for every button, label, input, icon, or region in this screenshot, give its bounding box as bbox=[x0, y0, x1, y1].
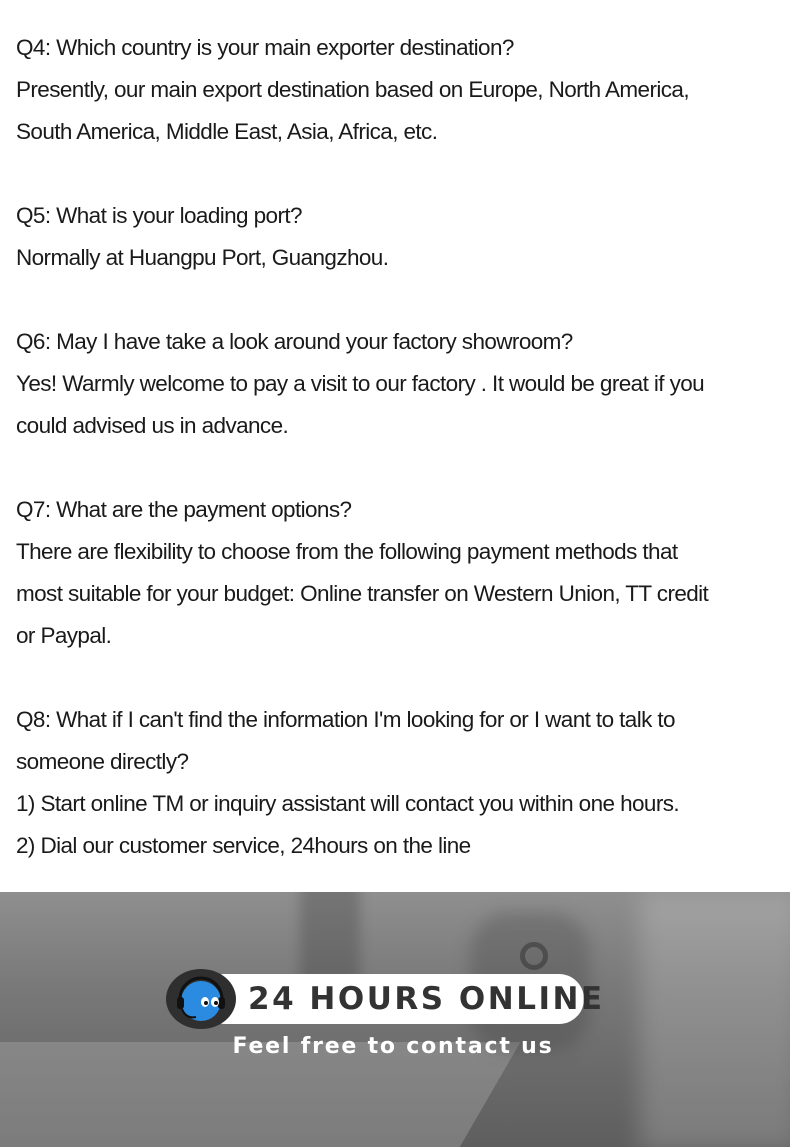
banner-subtitle: Feel free to contact us bbox=[232, 1034, 554, 1059]
background-window-light bbox=[640, 892, 790, 1147]
faq-question: Q7: What are the payment options? bbox=[16, 497, 352, 522]
background-shape bbox=[520, 942, 548, 970]
faq-question: Q8: What if I can't find the information I'm looking for or I want to talk to bbox=[16, 707, 675, 732]
spacer bbox=[16, 153, 776, 195]
faq-question: Q5: What is your loading port? bbox=[16, 203, 302, 228]
faq-answer-line: South America, Middle East, Asia, Africa, etc. bbox=[16, 119, 438, 144]
support-agent-icon bbox=[166, 969, 236, 1029]
faq-answer-line: 1) Start online TM or inquiry assistant will contact you within one hours. bbox=[16, 791, 680, 816]
faq-section bbox=[16, 27, 776, 867]
faq-answer-line: Normally at Huangpu Port, Guangzhou. bbox=[16, 245, 389, 270]
faq-answer-line: or Paypal. bbox=[16, 623, 112, 648]
spacer bbox=[16, 279, 776, 321]
faq-question: Q6: May I have take a look around your factory showroom? bbox=[16, 329, 573, 354]
spacer bbox=[16, 447, 776, 489]
faq-answer-line: most suitable for your budget: Online transfer on Western Union, TT credit bbox=[16, 581, 709, 606]
faq-answer-line: Presently, our main export destination based on Europe, North America, bbox=[16, 77, 689, 102]
contact-banner bbox=[0, 892, 790, 1147]
spacer bbox=[16, 657, 776, 699]
faq-answer-line: someone directly? bbox=[16, 749, 189, 774]
faq-answer-line: 2) Dial our customer service, 24hours on the line bbox=[16, 833, 471, 858]
faq-answer-line: could advised us in advance. bbox=[16, 413, 289, 438]
faq-answer-line: There are flexibility to choose from the following payment methods that bbox=[16, 539, 678, 564]
banner-title: 24 HOURS ONLINE bbox=[248, 981, 605, 1017]
faq-question: Q4: Which country is your main exporter destination? bbox=[16, 35, 514, 60]
faq-answer-line: Yes! Warmly welcome to pay a visit to our factory . It would be great if you bbox=[16, 371, 705, 396]
